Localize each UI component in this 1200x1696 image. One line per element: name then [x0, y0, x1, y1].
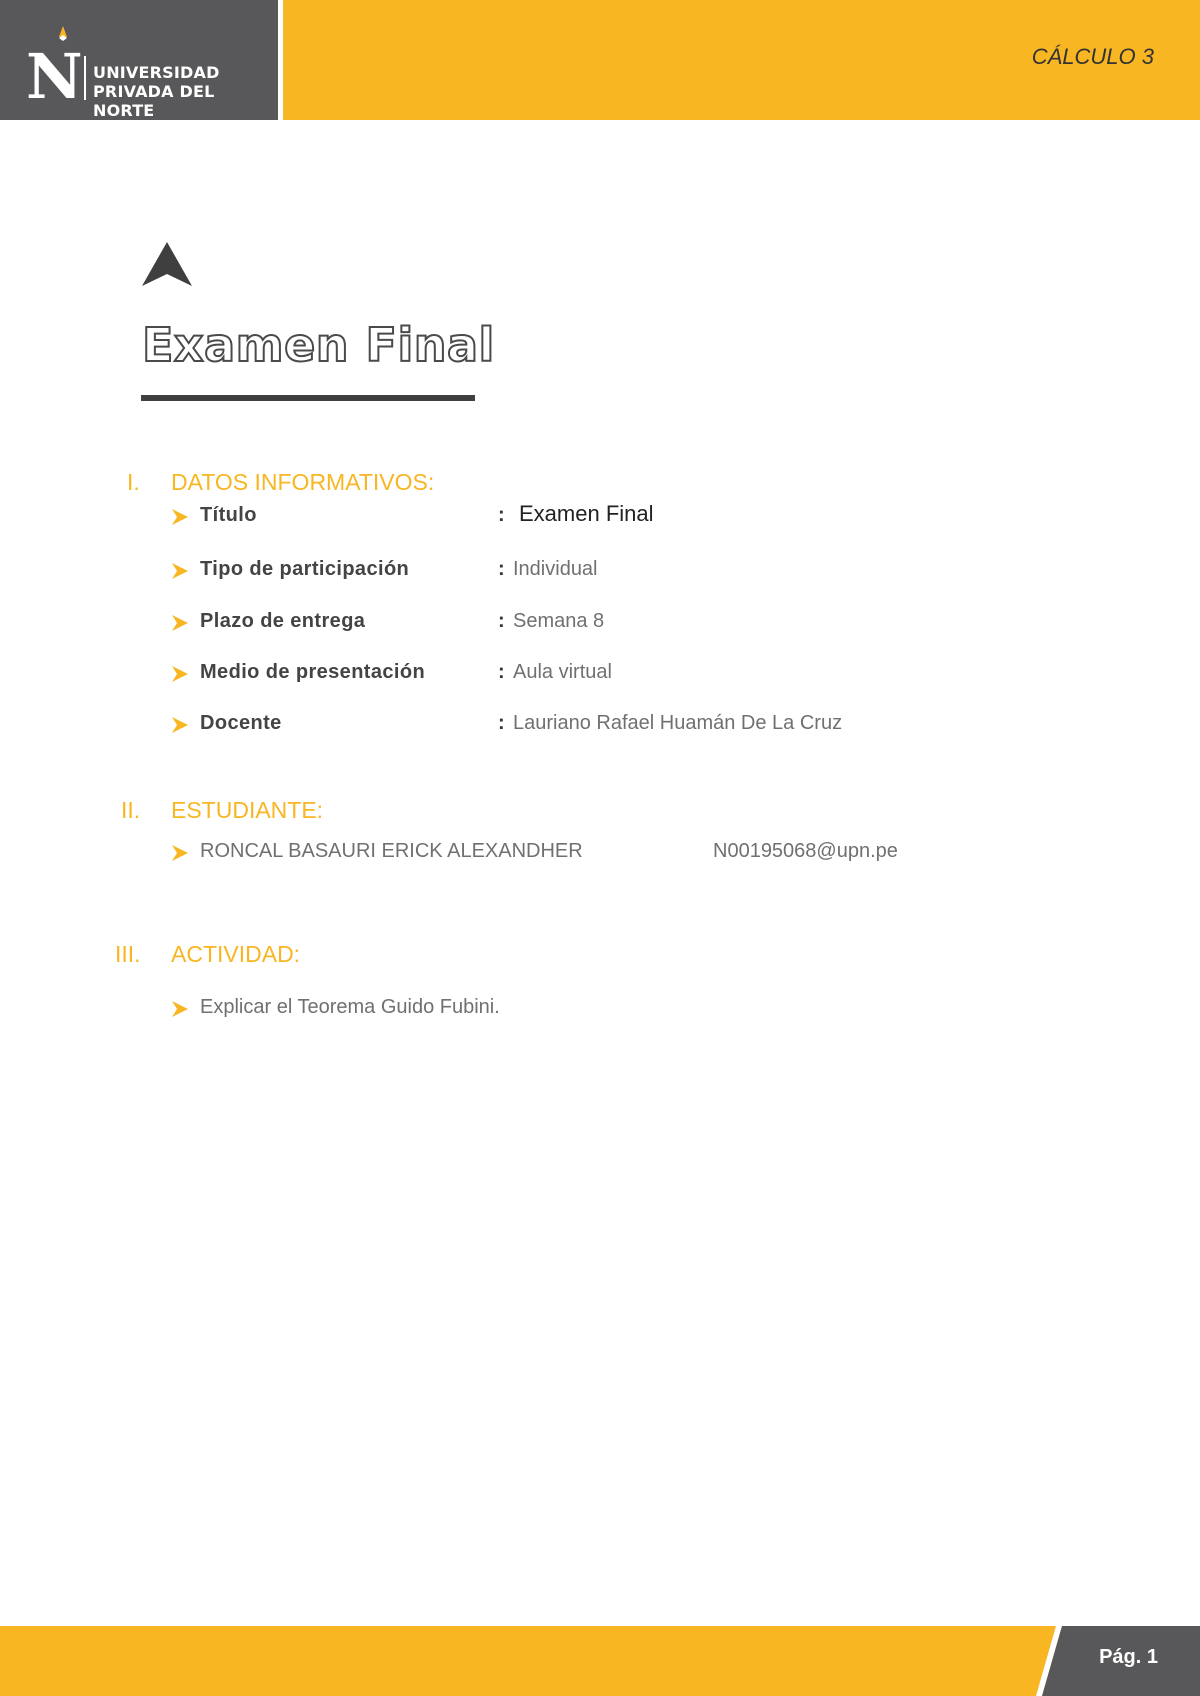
field-label: Título	[200, 504, 257, 526]
document-title: Examen Final	[142, 318, 495, 372]
title-underline	[141, 395, 475, 401]
section-heading	[0, 797, 1200, 827]
activity-text: Explicar el Teorema Guido Fubini.	[200, 996, 500, 1018]
field-colon: :	[498, 712, 505, 734]
list-item	[171, 996, 1071, 1024]
section-title: ACTIVIDAD:	[171, 941, 301, 967]
field-label: Docente	[200, 712, 282, 734]
field-colon: :	[498, 558, 505, 580]
course-title: CÁLCULO 3	[1031, 44, 1154, 69]
field-label: Plazo de entrega	[200, 610, 366, 632]
field-value: Aula virtual	[513, 661, 612, 683]
section-number: II.	[121, 797, 141, 823]
field-value: Individual	[513, 558, 598, 580]
student-name: RONCAL BASAURI ERICK ALEXANDHER	[200, 840, 583, 862]
chevron-bullet-icon	[171, 716, 189, 734]
navigation-arrow-icon	[140, 240, 194, 288]
logo-line-2: PRIVADA DEL NORTE	[93, 82, 215, 120]
field-value: Semana 8	[513, 610, 605, 632]
chevron-bullet-icon	[171, 614, 189, 632]
field-label: Medio de presentación	[200, 661, 426, 683]
field-value: Lauriano Rafael Huamán De La Cruz	[513, 712, 843, 734]
page-number: Pág. 1	[1099, 1646, 1158, 1668]
list-item	[171, 501, 1071, 532]
chevron-bullet-icon	[171, 562, 189, 580]
section-title: ESTUDIANTE:	[171, 797, 324, 823]
list-item	[171, 610, 1071, 638]
logo-wordmark	[93, 63, 278, 120]
section-heading	[0, 469, 1200, 499]
chevron-bullet-icon	[171, 1000, 189, 1018]
chevron-bullet-icon	[171, 508, 189, 526]
field-colon: :	[498, 661, 505, 683]
logo-divider	[84, 56, 86, 100]
chevron-bullet-icon	[171, 844, 189, 862]
footer-page-tab	[0, 1626, 1200, 1696]
list-item	[171, 712, 1071, 740]
logo-box	[0, 0, 278, 120]
list-item	[171, 661, 1071, 689]
page-header	[0, 0, 1200, 120]
field-label: Tipo de participación	[200, 558, 410, 580]
list-item	[171, 558, 1071, 586]
field-colon: :	[498, 610, 505, 632]
section-title: DATOS INFORMATIVOS:	[171, 469, 435, 495]
section-number: I.	[127, 469, 140, 495]
field-value: Examen Final	[519, 501, 654, 526]
field-colon: :	[498, 504, 505, 526]
logo-line-1: UNIVERSIDAD	[93, 63, 220, 82]
page-footer	[0, 1626, 1200, 1696]
upn-logo-icon	[26, 26, 83, 113]
student-email: N00195068@upn.pe	[713, 840, 898, 862]
section-heading	[0, 941, 1200, 971]
chevron-bullet-icon	[171, 665, 189, 683]
section-number: III.	[115, 941, 141, 967]
list-item	[171, 840, 1071, 868]
svg-text:N: N	[26, 40, 83, 113]
